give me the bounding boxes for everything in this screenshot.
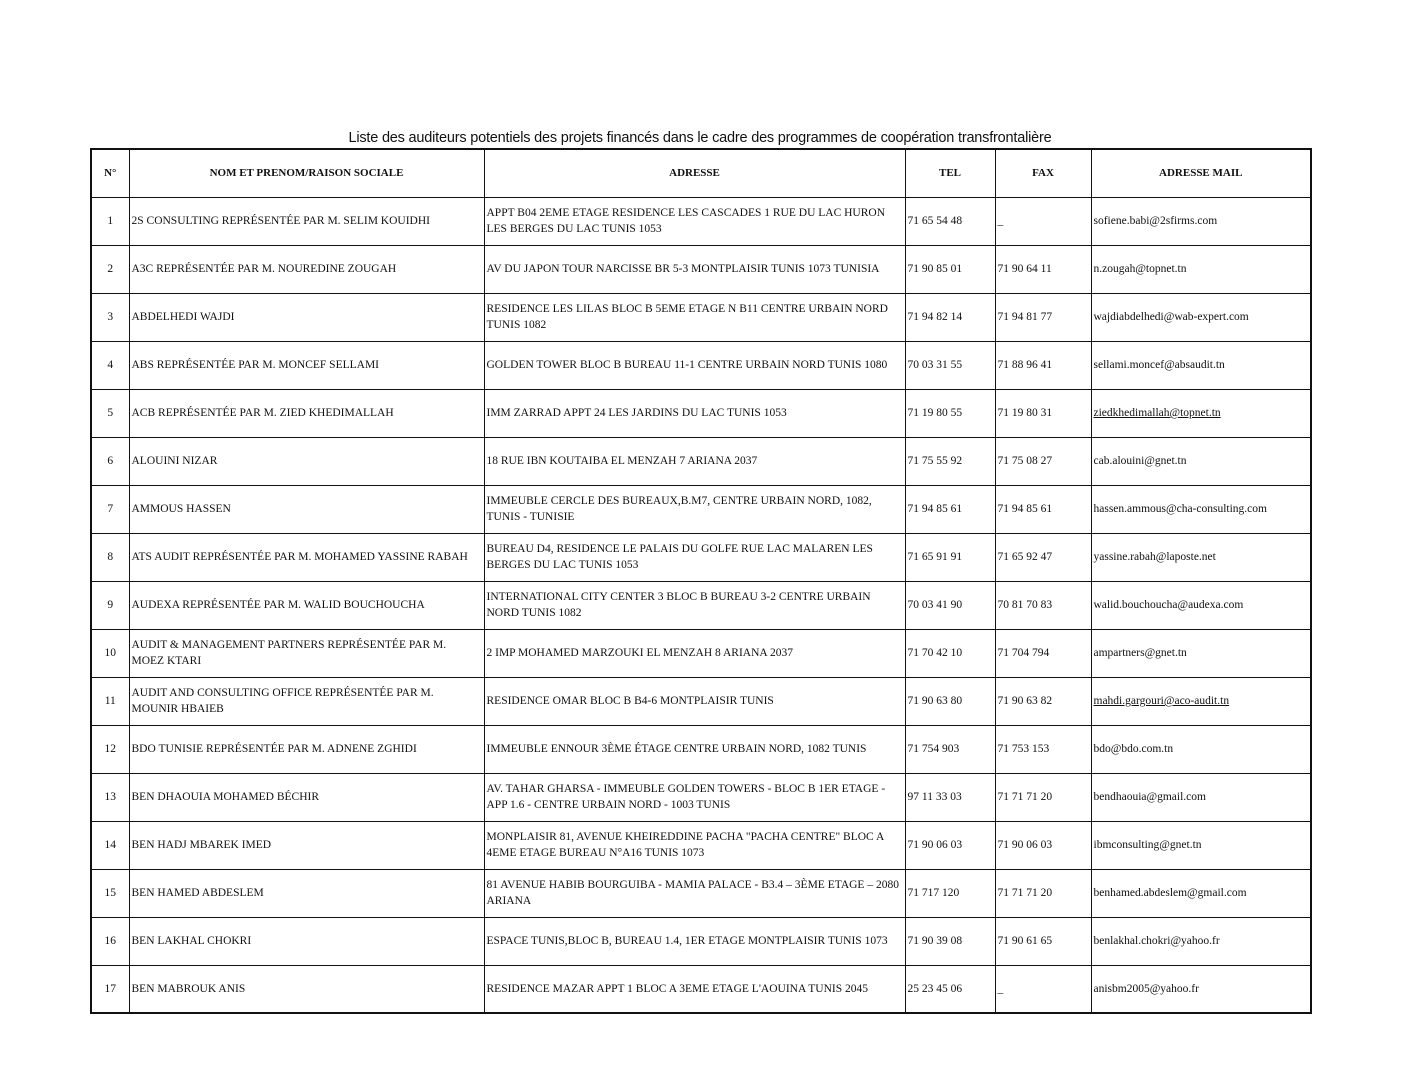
- table-row: [91, 677, 1311, 725]
- cell-fax: 71 75 08 27: [995, 437, 1091, 485]
- cell-fax: 71 90 61 65: [995, 917, 1091, 965]
- cell-tel: 97 11 33 03: [905, 773, 995, 821]
- cell-tel: 71 19 80 55: [905, 389, 995, 437]
- cell-email: hassen.ammous@cha-consulting.com: [1091, 485, 1311, 533]
- cell-email: mahdi.gargouri@aco-audit.tn: [1091, 677, 1311, 725]
- cell-name: ABDELHEDI WAJDI: [129, 293, 484, 341]
- cell-tel: 71 754 903: [905, 725, 995, 773]
- cell-fax: _: [995, 965, 1091, 1013]
- header-num: N°: [91, 149, 129, 197]
- cell-num: 1: [91, 197, 129, 245]
- table-row: [91, 293, 1311, 341]
- cell-email: sellami.moncef@absaudit.tn: [1091, 341, 1311, 389]
- cell-fax: 71 94 85 61: [995, 485, 1091, 533]
- cell-address: INTERNATIONAL CITY CENTER 3 BLOC B BUREAU 3-2 CENTRE URBAIN NORD TUNIS 1082: [484, 581, 905, 629]
- cell-tel: 70 03 41 90: [905, 581, 995, 629]
- cell-name: AMMOUS HASSEN: [129, 485, 484, 533]
- cell-address: AV DU JAPON TOUR NARCISSE BR 5-3 MONTPLAISIR TUNIS 1073 TUNISIA: [484, 245, 905, 293]
- cell-name: AUDIT AND CONSULTING OFFICE REPRÉSENTÉE PAR M. MOUNIR HBAIEB: [129, 677, 484, 725]
- cell-address: AV. TAHAR GHARSA - IMMEUBLE GOLDEN TOWERS - BLOC B 1ER ETAGE - APP 1.6 - CENTRE URBAIN NORD - 1003 TUNIS: [484, 773, 905, 821]
- cell-num: 4: [91, 341, 129, 389]
- cell-name: AUDIT & MANAGEMENT PARTNERS REPRÉSENTÉE PAR M. MOEZ KTARI: [129, 629, 484, 677]
- cell-fax: _: [995, 197, 1091, 245]
- cell-num: 14: [91, 821, 129, 869]
- cell-name: BEN LAKHAL CHOKRI: [129, 917, 484, 965]
- cell-tel: 25 23 45 06: [905, 965, 995, 1013]
- page-title: Liste des auditeurs potentiels des projets financés dans le cadre des programmes de coopération transfrontalière: [348, 130, 1052, 146]
- cell-fax: 71 71 71 20: [995, 869, 1091, 917]
- cell-fax: 71 90 63 82: [995, 677, 1091, 725]
- cell-tel: 71 94 85 61: [905, 485, 995, 533]
- header-address: ADRESSE: [484, 149, 905, 197]
- cell-num: 10: [91, 629, 129, 677]
- cell-fax: 71 65 92 47: [995, 533, 1091, 581]
- cell-num: 16: [91, 917, 129, 965]
- cell-num: 15: [91, 869, 129, 917]
- cell-address: IMM ZARRAD APPT 24 LES JARDINS DU LAC TUNIS 1053: [484, 389, 905, 437]
- cell-address: 18 RUE IBN KOUTAIBA EL MENZAH 7 ARIANA 2037: [484, 437, 905, 485]
- cell-name: A3C REPRÉSENTÉE PAR M. NOUREDINE ZOUGAH: [129, 245, 484, 293]
- header-fax: FAX: [995, 149, 1091, 197]
- cell-name: BDO TUNISIE REPRÉSENTÉE PAR M. ADNENE ZGHIDI: [129, 725, 484, 773]
- cell-email: n.zougah@topnet.tn: [1091, 245, 1311, 293]
- table-row: [91, 917, 1311, 965]
- cell-num: 17: [91, 965, 129, 1013]
- cell-fax: 70 81 70 83: [995, 581, 1091, 629]
- cell-address: ESPACE TUNIS,BLOC B, BUREAU 1.4, 1ER ETAGE MONTPLAISIR TUNIS 1073: [484, 917, 905, 965]
- cell-num: 2: [91, 245, 129, 293]
- cell-email: sofiene.babi@2sfirms.com: [1091, 197, 1311, 245]
- cell-num: 13: [91, 773, 129, 821]
- cell-tel: 71 90 63 80: [905, 677, 995, 725]
- cell-address: IMMEUBLE ENNOUR 3ÈME ÉTAGE CENTRE URBAIN NORD, 1082 TUNIS: [484, 725, 905, 773]
- cell-address: MONPLAISIR 81, AVENUE KHEIREDDINE PACHA "PACHA CENTRE" BLOC A 4EME ETAGE BUREAU N°A16 TUNIS 1073: [484, 821, 905, 869]
- table-row: [91, 485, 1311, 533]
- table-row: [91, 629, 1311, 677]
- cell-email: benhamed.abdeslem@gmail.com: [1091, 869, 1311, 917]
- table-row: [91, 869, 1311, 917]
- cell-name: AUDEXA REPRÉSENTÉE PAR M. WALID BOUCHOUCHA: [129, 581, 484, 629]
- header-row: [91, 149, 1311, 197]
- cell-address: RESIDENCE OMAR BLOC B B4-6 MONTPLAISIR TUNIS: [484, 677, 905, 725]
- cell-tel: 71 90 06 03: [905, 821, 995, 869]
- cell-fax: 71 94 81 77: [995, 293, 1091, 341]
- cell-email: bendhaouia@gmail.com: [1091, 773, 1311, 821]
- cell-num: 12: [91, 725, 129, 773]
- cell-fax: 71 19 80 31: [995, 389, 1091, 437]
- cell-email: anisbm2005@yahoo.fr: [1091, 965, 1311, 1013]
- cell-email: ampartners@gnet.tn: [1091, 629, 1311, 677]
- header-tel: TEL: [905, 149, 995, 197]
- cell-fax: 71 90 06 03: [995, 821, 1091, 869]
- table-row: [91, 533, 1311, 581]
- table-row: [91, 437, 1311, 485]
- cell-email: yassine.rabah@laposte.net: [1091, 533, 1311, 581]
- cell-email: ibmconsulting@gnet.tn: [1091, 821, 1311, 869]
- cell-email: bdo@bdo.com.tn: [1091, 725, 1311, 773]
- cell-num: 8: [91, 533, 129, 581]
- header-name: NOM ET PRENOM/RAISON SOCIALE: [129, 149, 484, 197]
- cell-name: BEN HADJ MBAREK IMED: [129, 821, 484, 869]
- table-body: [91, 197, 1311, 1013]
- cell-tel: 71 94 82 14: [905, 293, 995, 341]
- table-row: [91, 725, 1311, 773]
- cell-address: RESIDENCE MAZAR APPT 1 BLOC A 3EME ETAGE L'AOUINA TUNIS 2045: [484, 965, 905, 1013]
- table-row: [91, 245, 1311, 293]
- cell-address: 81 AVENUE HABIB BOURGUIBA - MAMIA PALACE - B3.4 – 3ÈME ETAGE – 2080 ARIANA: [484, 869, 905, 917]
- table-row: [91, 581, 1311, 629]
- table-row: [91, 965, 1311, 1013]
- cell-address: 2 IMP MOHAMED MARZOUKI EL MENZAH 8 ARIANA 2037: [484, 629, 905, 677]
- cell-address: RESIDENCE LES LILAS BLOC B 5EME ETAGE N B11 CENTRE URBAIN NORD TUNIS 1082: [484, 293, 905, 341]
- cell-num: 3: [91, 293, 129, 341]
- cell-address: GOLDEN TOWER BLOC B BUREAU 11-1 CENTRE URBAIN NORD TUNIS 1080: [484, 341, 905, 389]
- cell-num: 6: [91, 437, 129, 485]
- cell-name: 2S CONSULTING REPRÉSENTÉE PAR M. SELIM KOUIDHI: [129, 197, 484, 245]
- header-email: ADRESSE MAIL: [1091, 149, 1311, 197]
- cell-address: BUREAU D4, RESIDENCE LE PALAIS DU GOLFE RUE LAC MALAREN LES BERGES DU LAC TUNIS 1053: [484, 533, 905, 581]
- cell-num: 9: [91, 581, 129, 629]
- cell-name: ACB REPRÉSENTÉE PAR M. ZIED KHEDIMALLAH: [129, 389, 484, 437]
- cell-name: ABS REPRÉSENTÉE PAR M. MONCEF SELLAMI: [129, 341, 484, 389]
- table-row: [91, 389, 1311, 437]
- cell-tel: 71 90 85 01: [905, 245, 995, 293]
- cell-name: ALOUINI NIZAR: [129, 437, 484, 485]
- cell-address: IMMEUBLE CERCLE DES BUREAUX,B.M7, CENTRE URBAIN NORD, 1082, TUNIS - TUNISIE: [484, 485, 905, 533]
- cell-tel: 71 65 91 91: [905, 533, 995, 581]
- cell-fax: 71 88 96 41: [995, 341, 1091, 389]
- cell-email: walid.bouchoucha@audexa.com: [1091, 581, 1311, 629]
- cell-tel: 71 717 120: [905, 869, 995, 917]
- cell-fax: 71 753 153: [995, 725, 1091, 773]
- cell-name: BEN DHAOUIA MOHAMED BÉCHIR: [129, 773, 484, 821]
- cell-fax: 71 71 71 20: [995, 773, 1091, 821]
- cell-num: 5: [91, 389, 129, 437]
- table-row: [91, 197, 1311, 245]
- cell-tel: 71 65 54 48: [905, 197, 995, 245]
- cell-email: cab.alouini@gnet.tn: [1091, 437, 1311, 485]
- cell-fax: 71 90 64 11: [995, 245, 1091, 293]
- auditors-table: [90, 148, 1312, 1014]
- cell-email: wajdiabdelhedi@wab-expert.com: [1091, 293, 1311, 341]
- table-row: [91, 821, 1311, 869]
- cell-tel: 71 75 55 92: [905, 437, 995, 485]
- cell-email: benlakhal.chokri@yahoo.fr: [1091, 917, 1311, 965]
- cell-tel: 71 70 42 10: [905, 629, 995, 677]
- cell-name: BEN MABROUK ANIS: [129, 965, 484, 1013]
- cell-tel: 70 03 31 55: [905, 341, 995, 389]
- cell-tel: 71 90 39 08: [905, 917, 995, 965]
- cell-name: BEN HAMED ABDESLEM: [129, 869, 484, 917]
- cell-num: 11: [91, 677, 129, 725]
- cell-address: APPT B04 2EME ETAGE RESIDENCE LES CASCADES 1 RUE DU LAC HURON LES BERGES DU LAC TUNIS 1053: [484, 197, 905, 245]
- table-row: [91, 341, 1311, 389]
- cell-email: ziedkhedimallah@topnet.tn: [1091, 389, 1311, 437]
- cell-name: ATS AUDIT REPRÉSENTÉE PAR M. MOHAMED YASSINE RABAH: [129, 533, 484, 581]
- cell-num: 7: [91, 485, 129, 533]
- table-row: [91, 773, 1311, 821]
- cell-fax: 71 704 794: [995, 629, 1091, 677]
